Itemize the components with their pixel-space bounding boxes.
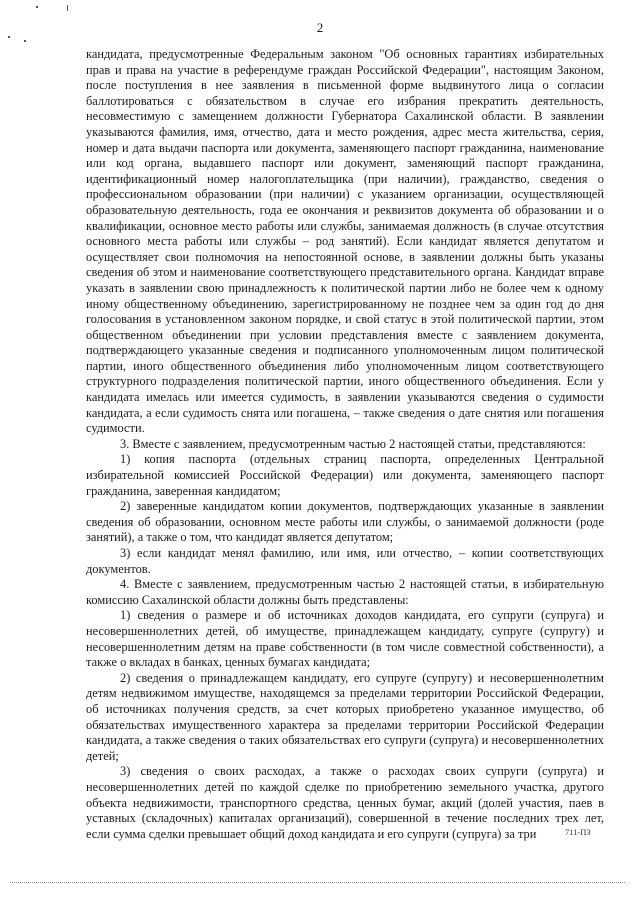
paragraph: 2) сведения о принадлежащем кандидату, его супруге (супругу) и несовершеннолетним детям недвижимом имуществе, находящемся за пределами территории Российской Федерации, об источниках получения средств, за счет которых приобретено указанное имущество, об обязательствах имущественного характера за пределами территории Российской Федерации кандидата, а также сведения о таких обязательствах его супруги (супруга) и несовершеннолетних детей; [86,670,604,763]
scan-speck-4 [24,40,26,42]
page-number: 2 [316,20,324,35]
paragraph: 1) копия паспорта (отдельных страниц паспорта, определенных Центральной избирательной комиссией Российской Федерации) или документа, заменяющего паспорт гражданина, заверенная кандидатом; [86,452,604,498]
paragraph: кандидата, предусмотренные Федеральным законом "Об основных гарантиях избирательных прав и права на участие в референдуме граждан Российской Федерации", настоящим Законом, после поступления в нее заявления в письменной форме выдвинутого лица о согласии баллотироваться с обязательством в случае его избрания прекратить деятельность, несовместимую с замещением должности Губернатора Сахалинской области. В заявлении указываются фамилия, имя, отчество, дата и место рождения, адрес места жительства, серия, номер и дата выдачи паспорта или документа, заменяющего паспорт гражданина, наименование или код органа, выдавшего паспорт или документ, заменяющий паспорт гражданина, идентификационный номер налогоплательщика (при наличии), гражданство, сведения о профессиональном образовании (при наличии) с указанием организации, осуществляющей образовательную деятельность, года ее окончания и реквизитов документа об образовании и о квалификации, основное место работы или службы, занимаемая должность (в случае отсутствия основного места работы или службы – род занятий). Если кандидат является депутатом и осуществляет свои полномочия на непостоянной основе, в заявлении должны быть указаны сведения об этом и наименование соответствующего представительного органа. Кандидат вправе указать в заявлении свою принадлежность к политической партии либо не более чем к одному иному общественному объединению, зарегистрированному не позднее чем за один год до дня голосования в установленном законом порядке, и свой статус в этой политической партии, этом общественном объединении при условии представления вместе с заявлением документа, подтверждающего указанные сведения и подписанного уполномоченным лицом политической партии, иного общественного объединения либо уполномоченным лицом соответствующего структурного подразделения политической партии, иного общественного объединения. Если у кандидата имелась или имеется судимость, в заявлении указываются сведения о судимости кандидата, а если судимость снята или погашена, – также сведения о дате снятия или погашения судимости. [86,47,604,436]
paragraph: 3) сведения о своих расходах, а также о расходах своих супруги (супруга) и несовершеннолетних детей по каждой сделке по приобретению земельного участка, другого объекта недвижимости, транспортного средства, ценных бумаг, акций (долей участия, паев в уставных (складочных) капиталах организаций), совершенной в течение последних трех лет, если сумма сделки превышает общий доход кандидата и его супруги (супруга) за три [86,764,604,841]
scan-speck-1 [36,6,38,8]
scan-edge-line [10,882,625,884]
paragraph: 1) сведения о размере и об источниках доходов кандидата, его супруги (супруга) и несовершеннолетних детей, об имуществе, принадлежащем кандидату, супруге (супругу) и несовершеннолетним детям на праве собственности (в том числе совместной собственности), а также о вкладах в банках, ценных бумагах кандидата; [86,608,604,670]
paragraph: 3) если кандидат менял фамилию, или имя, или отчество, – копии соответствующих документов. [86,546,604,576]
document-code: 711-ПЗ [565,827,591,837]
paragraph: 3. Вместе с заявлением, предусмотренным частью 2 настоящей статьи, представляются: [120,436,586,451]
scan-speck-3 [8,36,10,38]
paragraph: 4. Вместе с заявлением, предусмотренным частью 2 настоящей статьи, в избирательную комиссию Сахалинской области должны быть представлены: [86,577,604,607]
paragraph: 2) заверенные кандидатом копии документов, подтверждающих указанные в заявлении сведения об образовании, основном месте работы или службы, о занимаемой должности (роде занятий), а также о том, что кандидат является депутатом; [86,499,604,545]
document-body [86,47,604,842]
scan-speck-2 [67,5,68,11]
